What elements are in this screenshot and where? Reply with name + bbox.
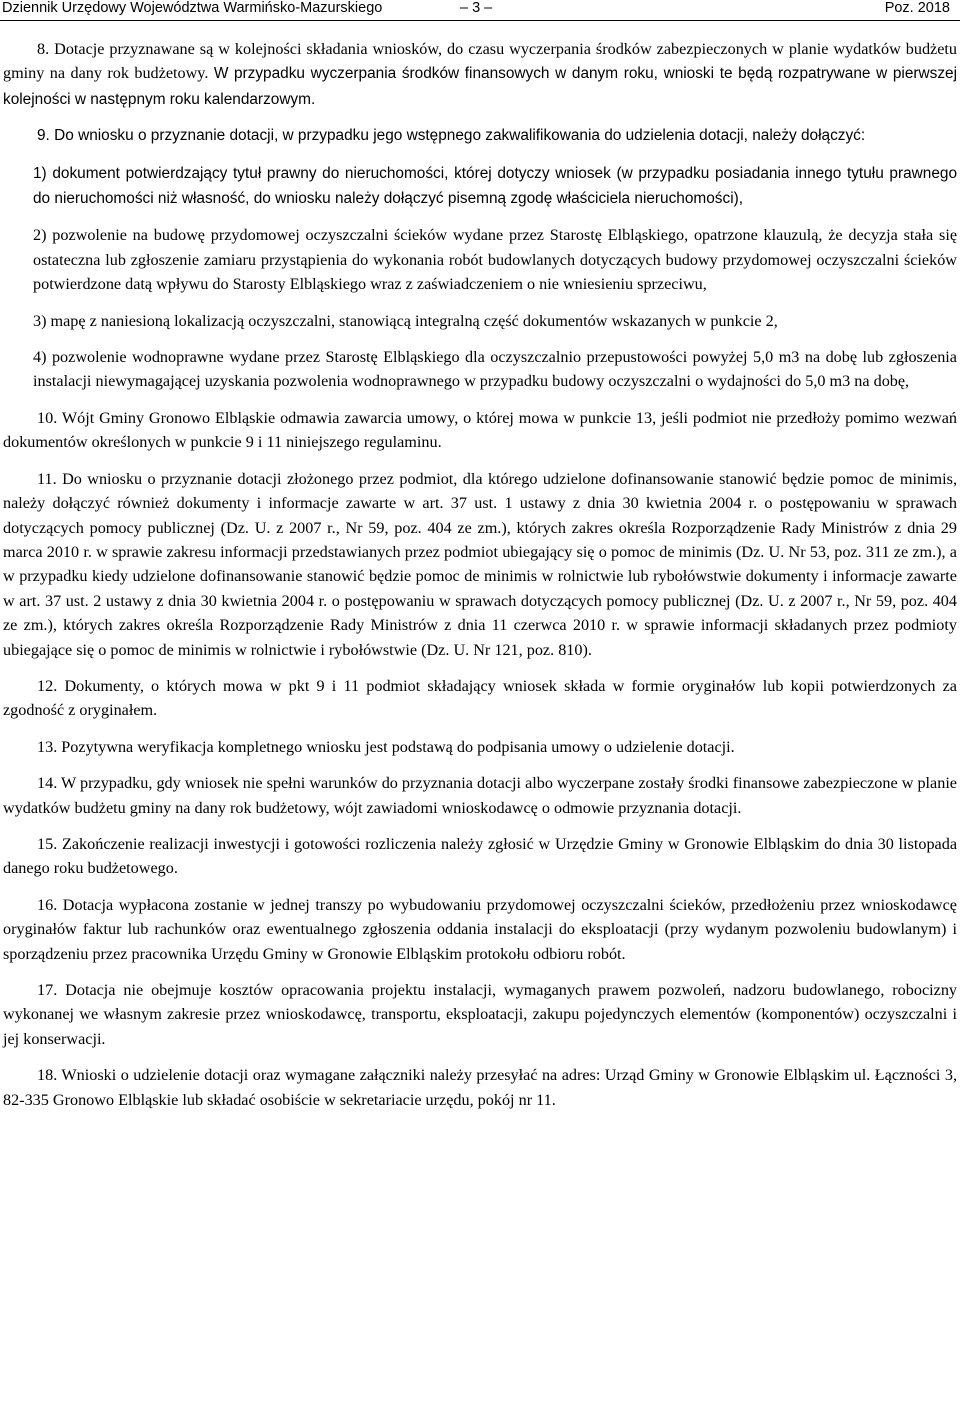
paragraph-text: Do wniosku o przyznanie dotacji złożonego przez podmiot, dla którego udzielone dofinansowanie stanowić będzie pomoc de minimis, należy dołączyć również dokumenty i informacje zawarte w art. 37 ust. 1 ustawy z dnia 30 kwietnia 2004 r. o postępowaniu w sprawach dotyczących pomocy publicznej (Dz. U. z 2007 r., Nr 59, poz. 404 ze zm.), których zakres określa Rozporządzenie Rady Ministrów z dnia 29 marca 2010 r. w sprawie zakresu informacji przedstawianych przez podmiot ubiegający się o pomoc de minimis (Dz. U. Nr 53, poz. 311 ze zm.), a w przypadku kiedy udzielone dofinansowanie stanowić będzie pomoc de minimis w rolnictwie lub rybołówstwie dokumenty i informacje zawarte w art. 37 ust. 2 ustawy z dnia 30 kwietnia 2004 r. o postępowaniu w sprawach dotyczących pomocy publicznej (Dz. U. z 2007 r., Nr 59, poz. 404 ze zm.), których zakres określa Rozporządzenie Rady Ministrów z dnia 11 czerwca 2010 r. w sprawie informacji składanych przez podmioty ubiegające się o pomoc de minimis w rolnictwie i rybołówstwie (Dz. U. Nr 121, poz. 810). (3, 469, 957, 659)
list-item-text: 2) pozwolenie na budowę przydomowej oczyszczalni ścieków wydane przez Starostę Elbląskiego, opatrzone klauzulą, że decyzja stała się ostateczna lub zgłoszenie zamiaru przystąpienia do wykonania robót budowlanych dotyczących budowy przydomowej oczyszczalni ścieków potwierdzone datą wpływu do Starosty Elbląskiego wraz z zaświadczeniem o nie wniesieniu sprzeciwu, (33, 226, 957, 294)
paragraph-10 (3, 406, 957, 455)
paragraph-number: 8. (37, 40, 50, 58)
paragraph-text: W przypadku, gdy wniosek nie spełni warunków do przyznania dotacji albo wyczerpane zostały środki finansowe zabezpieczone w planie wydatków budżetu gminy na dany rok budżetowy, wójt zawiadomi wnioskodawcę o odmowie przyznania dotacji. (3, 774, 957, 817)
paragraph-17 (3, 978, 957, 1051)
paragraph-number: 9. (37, 127, 50, 145)
journal-title: Dziennik Urzędowy Województwa Warmińsko-Mazurskiego (2, 0, 383, 16)
list-item-text: 3) mapę z naniesioną lokalizacją oczyszczalni, stanowiącą integralną część dokumentów wskazanych w punkcie 2, (33, 311, 778, 330)
list-item-3 (33, 309, 957, 333)
paragraph-text: Pozytywna weryfikacja kompletnego wniosku jest podstawą do podpisania umowy o udzielenie dotacji. (61, 737, 735, 756)
position-number: Poz. 2018 (884, 0, 950, 16)
list-item-1 (33, 161, 957, 212)
paragraph-text: Wójt Gminy Gronowo Elbląskie odmawia zawarcia umowy, o której mowa w punkcie 13, jeśli podmiot nie przedłoży pomimo wezwań dokumentów określonych w punkcie 9 i 11 niniejszego regulaminu. (3, 408, 957, 452)
paragraph-9 (3, 124, 957, 148)
paragraph-16 (3, 893, 957, 966)
paragraph-text-continuation: W przypadku wyczerpania środków finansowych w danym roku, wnioski te będą rozpatrywane w pierwszej kolejności w następnym roku kalendarzowym. (3, 65, 958, 108)
paragraph-text: Dotacja nie obejmuje kosztów opracowania projektu instalacji, wymaganych prawem pozwoleń, nadzoru budowlanego, robocizny wykonanej we własnym zakresie przez wnioskodawcę, transportu, eksploatacji, zakupu pojedynczych elementów (komponentów) oczyszczalni i jej konserwacji. (3, 981, 958, 1048)
paragraph-number: 14. (37, 774, 58, 793)
paragraph-14 (3, 771, 957, 820)
list-item-2 (33, 223, 957, 296)
paragraph-text: Wnioski o udzielenie dotacji oraz wymagane załączniki należy przesyłać na adres: Urząd Gminy w Gronowie Elbląskim ul. Łączności 3, 82-335 Gronowo Elbląskie lub składać osobiście w sekretariacie urzędu, pokój nr 11. (3, 1066, 957, 1109)
page-header (0, 0, 960, 21)
paragraph-11 (3, 467, 957, 662)
paragraph-18 (3, 1063, 957, 1112)
paragraph-15 (3, 832, 957, 881)
paragraph-12 (3, 674, 957, 723)
paragraph-number: 15. (37, 834, 58, 853)
paragraph-8 (3, 37, 957, 112)
list-item-text: 1) dokument potwierdzający tytuł prawny do nieruchomości, której dotyczy wniosek (w przypadku posiadania innego tytułu prawnego do nieruchomości niż własność, do wniosku należy dołączyć pisemną zgodę właściciela nieruchomości), (33, 164, 957, 208)
paragraph-text: Zakończenie realizacji inwestycji i gotowości rozliczenia należy zgłosić w Urzędzie Gminy w Gronowie Elbląskim do dnia 30 listopada danego roku budżetowego. (3, 834, 958, 878)
paragraph-text: Do wniosku o przyznanie dotacji, w przypadku jego wstępnego zakwalifikowania do udzielenia dotacji, należy dołączyć: (54, 127, 866, 145)
paragraph-number: 18. (37, 1066, 58, 1085)
document-body (3, 37, 957, 1124)
page-number: – 3 – (460, 0, 493, 16)
paragraph-number: 11. (37, 469, 57, 488)
paragraph-number: 13. (37, 737, 58, 756)
list-item-4 (33, 345, 957, 394)
list-item-text: 4) pozwolenie wodnoprawne wydane przez Starostę Elbląskiego dla oczyszczalnio przepustowości powyżej 5,0 m3 na dobę lub zgłoszenia instalacji niewymagającej uzyskania pozwolenia wodnoprawnego w przypadku budowy oczyszczalni o wydajności do 5,0 m3 na dobę, (33, 348, 957, 391)
paragraph-13 (3, 735, 957, 759)
paragraph-number: 10. (37, 408, 58, 427)
paragraph-text: Dokumenty, o których mowa w pkt 9 i 11 podmiot składający wniosek składa w formie oryginałów lub kopii potwierdzonych za zgodność z oryginałem. (3, 676, 957, 720)
paragraph-number: 12. (37, 676, 58, 695)
paragraph-text: Dotacje przyznawane są w kolejności składania wniosków, do czasu wyczerpania środków zabezpieczonych w planie wydatków budżetu gminy na dany rok budżetowy. (3, 40, 958, 83)
paragraph-number: 16. (37, 895, 58, 914)
paragraph-text: Dotacja wypłacona zostanie w jednej transzy po wybudowaniu przydomowej oczyszczalni ścieków, przedłożeniu przez wnioskodawcę oryginałów faktur lub rachunków oraz ewentualnego zgłoszenia oddania instalacji do eksploatacji (przy wydanym pozwoleniu budowlanym) i sporządzeniu przez pracownika Urzędu Gminy w Gronowie Elbląskim protokołu odbioru robót. (3, 895, 957, 963)
paragraph-number: 17. (37, 981, 58, 999)
